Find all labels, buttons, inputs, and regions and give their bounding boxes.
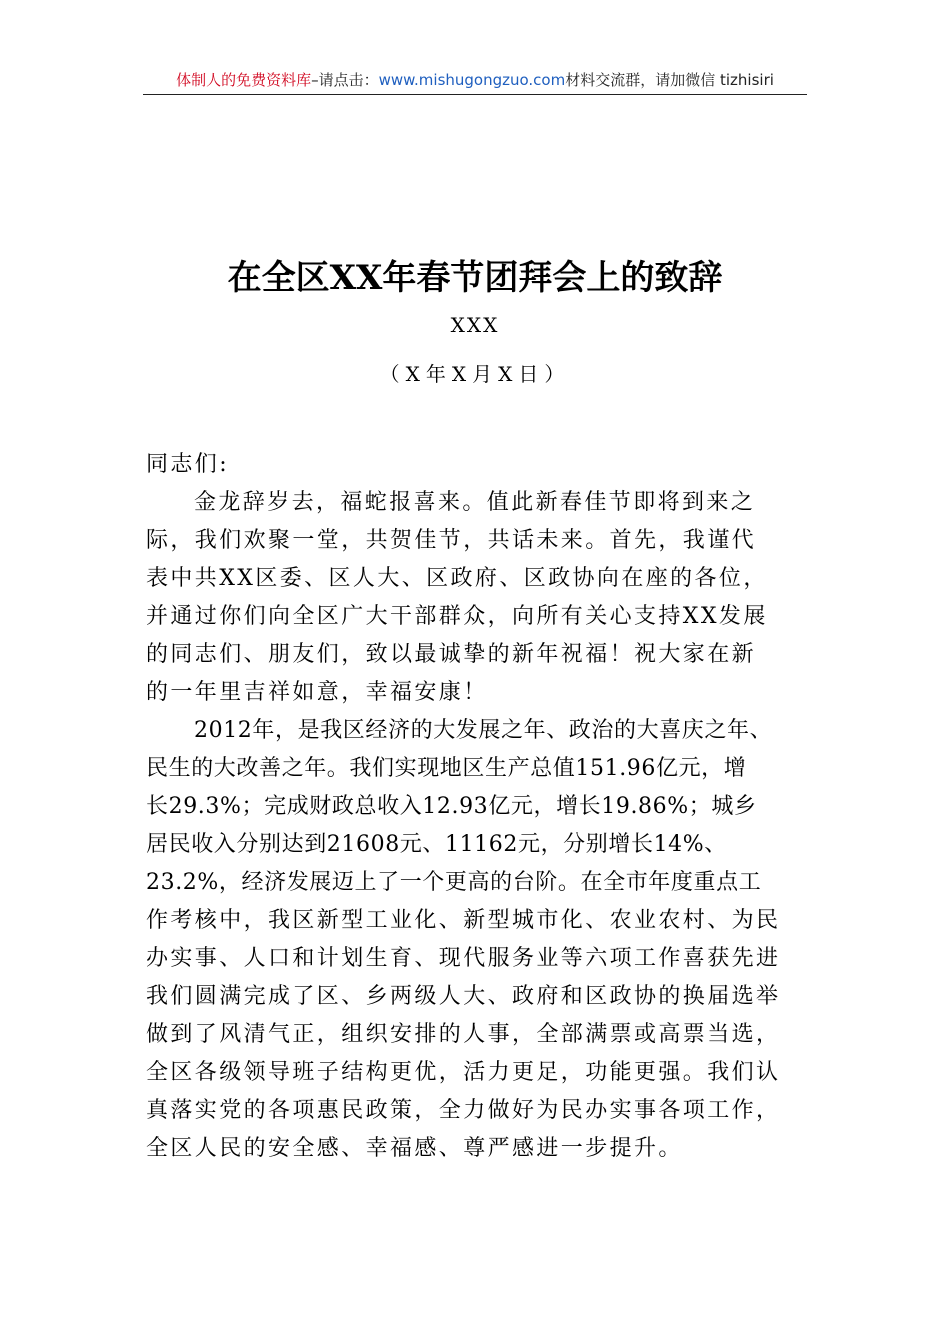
paragraph-line: 居民收入分别达到21608元、11162元，分别增长14%、 [146,832,727,857]
paragraph-line: 全区各级领导班子结构更优，活力更足，功能更强。我们认 [146,1060,781,1085]
header-click-prompt: –请点击： [311,71,379,89]
paragraph-line: 全区人民的安全感、幸福感、尊严感进一步提升。 [146,1136,683,1161]
header-contact-text: 材料交流群，请加微信 tizhisiri [565,71,774,89]
document-date: （X年X月X日） [379,362,571,386]
paragraph-line: 金龙辞岁去，福蛇报喜来。值此新春佳节即将到来之 [194,490,756,515]
paragraph-line: 的一年里吉祥如意，幸福安康！ [146,680,488,705]
paragraph-line: 的同志们、朋友们，致以最诚挚的新年祝福！祝大家在新 [146,642,757,667]
paragraph-line: 表中共XX区委、区人大、区政府、区政协向在座的各位， [146,566,768,591]
paragraph-line: 际，我们欢聚一堂，共贺佳节，共话未来。首先，我谨代 [146,528,757,553]
document-body [146,446,846,1168]
salutation: 同志们: [146,452,230,477]
paragraph-line: 长29.3%；完成财政总收入12.93亿元，增长19.86%；城乡 [146,794,757,819]
paragraph-line: 并通过你们向全区广大干部群众，向所有关心支持XX发展 [146,604,768,629]
header-banner [143,66,807,95]
paragraph-line: 我们圆满完成了区、乡两级人大、政府和区政协的换届选举 [146,984,781,1009]
paragraph-line: 23.2%，经济发展迈上了一个更高的台阶。在全市年度重点工 [146,870,762,895]
paragraph-line: 做到了风清气正，组织安排的人事，全部满票或高票当选， [146,1022,781,1047]
document-author: XXX [450,313,500,337]
paragraph-line: 真落实党的各项惠民政策，全力做好为民办实事各项工作， [146,1098,781,1123]
paragraph-line: 办实事、人口和计划生育、现代服务业等六项工作喜获先进 [146,946,781,971]
header-url-link[interactable]: www.mishugongzuo.com [378,71,566,89]
header-site-name: 体制人的免费资料库 [176,71,312,89]
paragraph-line: 2012年，是我区经济的大发展之年、政治的大喜庆之年、 [194,718,773,743]
paragraph-line: 作考核中，我区新型工业化、新型城市化、农业农村、为民 [146,908,781,933]
paragraph-line: 民生的大改善之年。我们实现地区生产总值151.96亿元，增 [146,756,747,781]
document-title: 在全区XX年春节团拜会上的致辞 [227,258,723,298]
